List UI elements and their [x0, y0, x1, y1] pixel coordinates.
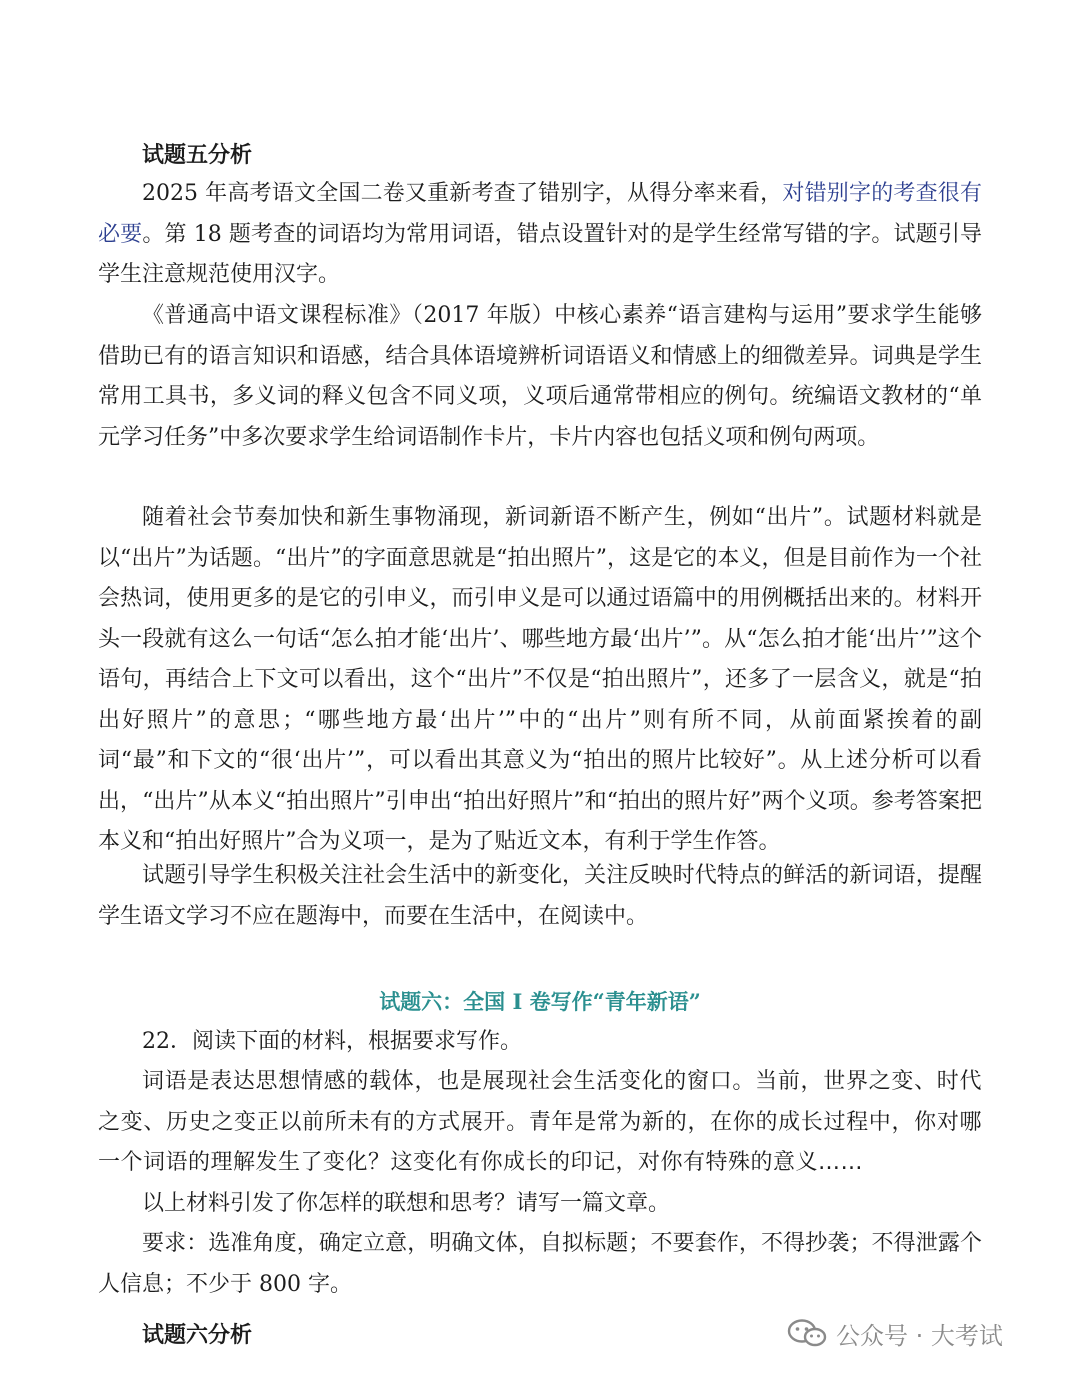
- highlighted-text: 对错别字的考查很有必要: [98, 181, 982, 247]
- paragraph: [98, 174, 982, 296]
- watermark-text: 公众号 · 大考试: [836, 1321, 1003, 1350]
- section-heading: 试题六分析: [142, 1322, 253, 1348]
- watermark: [786, 1313, 1003, 1353]
- question-text: 22．阅读下面的材料，根据要求写作。: [142, 1029, 522, 1054]
- paragraph: 《普通高中语文课程标准》（2017 年版）中核心素养“语言建构与运用”要求学生能够借助已有的语言知识和语感，结合具体语境辨析词语语义和情感上的细微差异。词典是学生常用工具书，多义词的释义包含不同义项，义项后通常带相应的例句。统编语文教材的“单元学习任务”中多次要求学生给词语制作卡片，卡片内容也包括义项和例句两项。: [98, 303, 982, 450]
- wechat-icon: [786, 1318, 828, 1348]
- prompt-text: 以上材料引发了你怎样的联想和思考？请写一篇文章。: [142, 1191, 671, 1216]
- paragraph: 试题引导学生积极关注社会生活中的新变化，关注反映时代特点的鲜活的新词语，提醒学生语文学习不应在题海中，而要在生活中，在阅读中。: [98, 863, 982, 929]
- section-title: 试题六：全国 I 卷写作“青年新语”: [379, 989, 701, 1014]
- paragraph: 随着社会节奏加快和新生事物涌现，新词新语不断产生，例如“出片”。试题材料就是以“出片”为话题。“出片”的字面意思就是“拍出照片”，这是它的本义，但是目前作为一个社会热词，使用更多的是它的引申义，而引申义是可以通过语篇中的用例概括出来的。材料开头一段就有这么一句话“怎么拍才能‘出片’、哪些地方最‘出片’”。从“怎么拍才能‘出片’”这个语句，再结合上下文可以看出，这个“出片”不仅是“拍出照片”，还多了一层含义，就是“拍出好照片”的意思；“哪些地方最‘出片’”中的“出片”则有所不同，从前面紧挨着的副词“最”和下文的“很‘出片’”，可以看出其意义为“拍出的照片比较好”。从上述分析可以看出，“出片”从本义“拍出照片”引申出“拍出好照片”和“拍出的照片好”两个义项。参考答案把本义和“拍出好照片”合为义项一，是为了贴近文本，有利于学生作答。: [98, 505, 982, 854]
- material-text: 词语是表达思想情感的载体，也是展现社会生活变化的窗口。当前，世界之变、时代之变、历史之变正以前所未有的方式展开。青年是常为新的，在你的成长过程中，你对哪一个词语的理解发生了变化？这变化有你成长的印记，对你有特殊的意义……: [98, 1069, 982, 1175]
- requirement-text: 要求：选准角度，确定立意，明确文体，自拟标题；不要套作，不得抄袭；不得泄露个人信息；不少于 800 字。: [98, 1231, 982, 1297]
- section-heading: 试题五分析: [142, 142, 253, 168]
- paragraph-text: 。第 18 题考查的词语均为常用词语，错点设置针对的是学生经常写错的字。试题引导学生注意规范使用汉字。: [98, 221, 982, 287]
- paragraph-text: 2025 年高考语文全国二卷又重新考查了错别字，从得分率来看，: [142, 181, 783, 206]
